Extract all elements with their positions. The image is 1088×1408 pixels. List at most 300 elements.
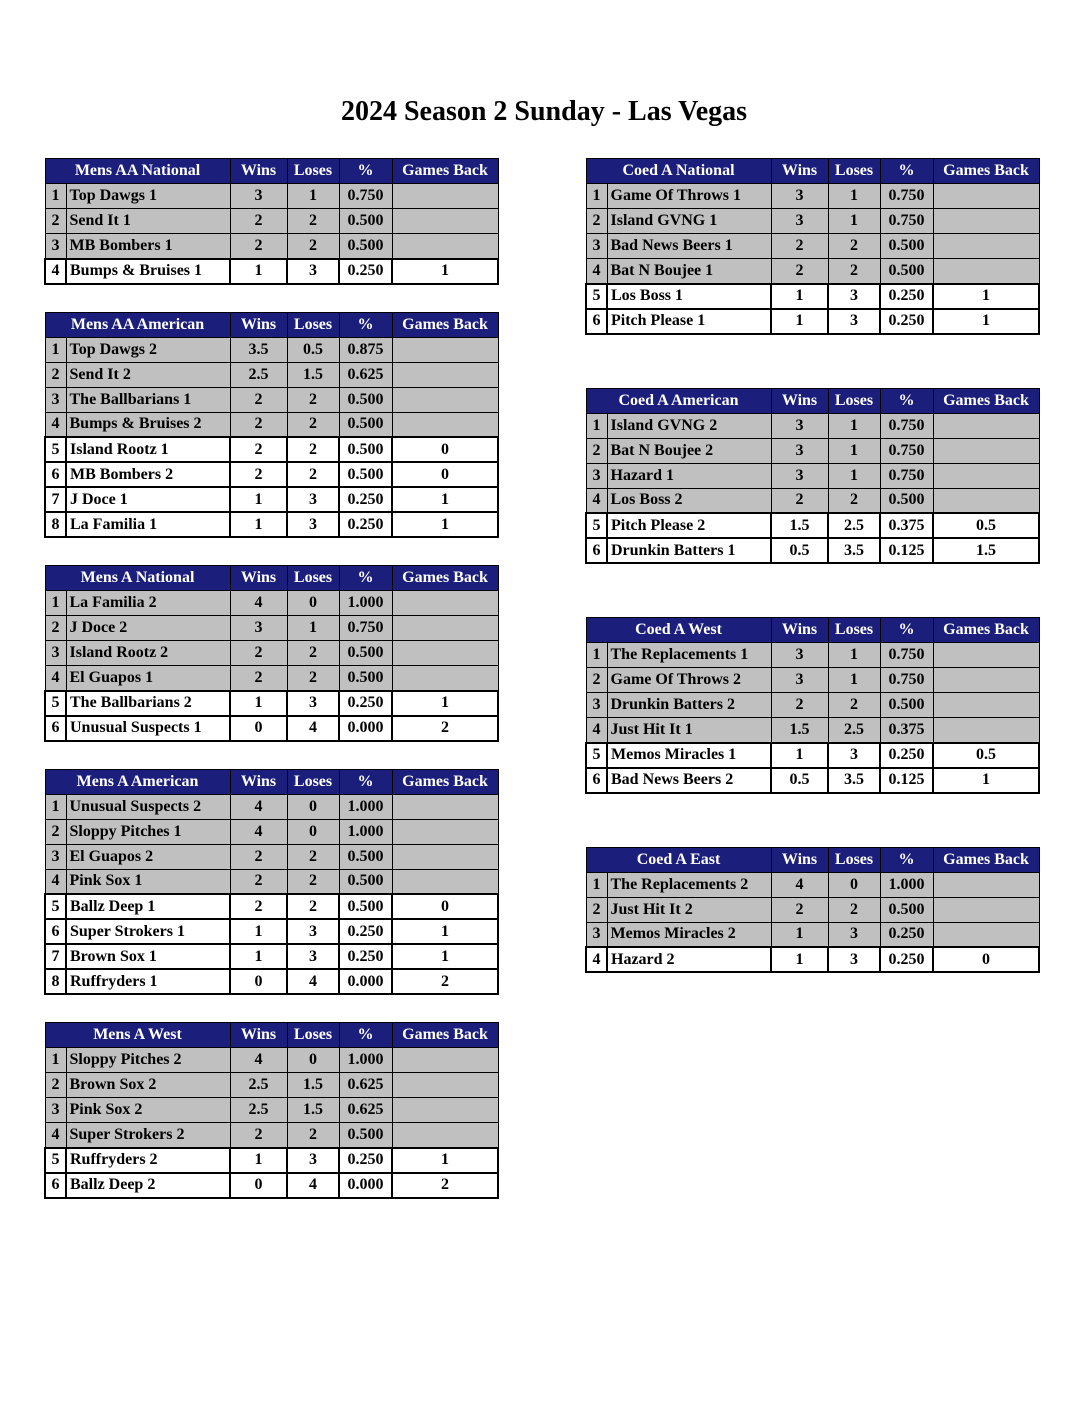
loses-header: Loses bbox=[287, 312, 339, 337]
pct-cell: 0.250 bbox=[880, 284, 933, 309]
rank-cell: 2 bbox=[45, 362, 66, 387]
games-back-cell: 0 bbox=[933, 947, 1039, 972]
pct-cell: 0.750 bbox=[880, 438, 933, 463]
loses-cell: 0 bbox=[287, 794, 339, 819]
rank-cell: 4 bbox=[45, 666, 66, 691]
team-name-cell: Bat N Boujee 2 bbox=[607, 438, 771, 463]
loses-cell: 1 bbox=[287, 616, 339, 641]
standings-row bbox=[586, 309, 1039, 334]
games-back-cell bbox=[933, 897, 1039, 922]
rank-cell: 4 bbox=[586, 259, 607, 284]
games-back-cell bbox=[392, 794, 498, 819]
rank-cell: 2 bbox=[45, 616, 66, 641]
standings-row bbox=[45, 184, 498, 209]
pct-cell: 0.500 bbox=[339, 387, 392, 412]
header-row bbox=[45, 312, 498, 337]
games-back-header: Games Back bbox=[392, 159, 498, 184]
wins-cell: 1 bbox=[230, 512, 287, 537]
standings-table-mens-a-west bbox=[44, 1022, 499, 1199]
games-back-cell bbox=[933, 488, 1039, 513]
games-back-cell: 1 bbox=[392, 944, 498, 969]
rank-cell: 6 bbox=[45, 716, 66, 741]
rank-cell: 2 bbox=[45, 1073, 66, 1098]
wins-cell: 2 bbox=[230, 412, 287, 437]
rank-cell: 4 bbox=[45, 259, 66, 284]
pct-cell: 0.000 bbox=[339, 1173, 392, 1198]
pct-cell: 0.750 bbox=[880, 209, 933, 234]
standings-row bbox=[45, 616, 498, 641]
team-name-cell: El Guapos 2 bbox=[66, 844, 230, 869]
standings-row bbox=[45, 1048, 498, 1073]
pct-cell: 0.250 bbox=[339, 512, 392, 537]
pct-cell: 0.500 bbox=[339, 209, 392, 234]
pct-header: % bbox=[339, 312, 392, 337]
wins-cell: 2.5 bbox=[230, 1098, 287, 1123]
standings-row bbox=[586, 668, 1039, 693]
loses-cell: 2 bbox=[828, 693, 880, 718]
loses-header: Loses bbox=[287, 159, 339, 184]
games-back-cell: 1 bbox=[392, 1148, 498, 1173]
loses-cell: 0 bbox=[287, 591, 339, 616]
team-name-cell: Drunkin Batters 1 bbox=[607, 538, 771, 563]
pct-cell: 0.500 bbox=[880, 897, 933, 922]
team-name-cell: Bad News Beers 2 bbox=[607, 768, 771, 793]
loses-header: Loses bbox=[828, 618, 880, 643]
standings-row bbox=[586, 284, 1039, 309]
games-back-cell: 1 bbox=[933, 768, 1039, 793]
pct-cell: 0.250 bbox=[339, 944, 392, 969]
pct-header: % bbox=[880, 847, 933, 872]
wins-cell: 3.5 bbox=[230, 337, 287, 362]
games-back-cell bbox=[392, 337, 498, 362]
division-title: Mens AA American bbox=[45, 312, 230, 337]
standings-row bbox=[45, 969, 498, 994]
pct-cell: 0.750 bbox=[339, 184, 392, 209]
games-back-cell bbox=[392, 234, 498, 259]
team-name-cell: Game Of Throws 1 bbox=[607, 184, 771, 209]
pct-cell: 0.250 bbox=[880, 947, 933, 972]
rank-cell: 6 bbox=[586, 538, 607, 563]
team-name-cell: Bumps & Bruises 1 bbox=[66, 259, 230, 284]
loses-header: Loses bbox=[828, 388, 880, 413]
pct-cell: 0.750 bbox=[880, 184, 933, 209]
games-back-cell bbox=[392, 591, 498, 616]
wins-cell: 2 bbox=[771, 897, 828, 922]
rank-cell: 1 bbox=[45, 1048, 66, 1073]
standings-row bbox=[586, 872, 1039, 897]
games-back-cell bbox=[933, 438, 1039, 463]
games-back-cell bbox=[933, 184, 1039, 209]
pct-header: % bbox=[339, 566, 392, 591]
loses-cell: 2 bbox=[287, 869, 339, 894]
games-back-cell bbox=[933, 234, 1039, 259]
loses-header: Loses bbox=[287, 1023, 339, 1048]
wins-cell: 0 bbox=[230, 969, 287, 994]
loses-cell: 2 bbox=[828, 488, 880, 513]
wins-cell: 3 bbox=[771, 438, 828, 463]
rank-cell: 3 bbox=[586, 922, 607, 947]
loses-cell: 3 bbox=[287, 944, 339, 969]
pct-cell: 0.000 bbox=[339, 716, 392, 741]
division-title: Mens AA National bbox=[45, 159, 230, 184]
games-back-cell bbox=[933, 259, 1039, 284]
rank-cell: 6 bbox=[586, 768, 607, 793]
rank-cell: 1 bbox=[45, 184, 66, 209]
games-back-cell bbox=[392, 412, 498, 437]
standings-row bbox=[586, 259, 1039, 284]
standings-row bbox=[45, 462, 498, 487]
loses-cell: 2 bbox=[287, 387, 339, 412]
standings-row bbox=[586, 413, 1039, 438]
wins-header: Wins bbox=[771, 159, 828, 184]
standings-row bbox=[586, 488, 1039, 513]
wins-cell: 2 bbox=[771, 234, 828, 259]
standings-row bbox=[45, 919, 498, 944]
division-title: Coed A West bbox=[586, 618, 771, 643]
games-back-header: Games Back bbox=[933, 618, 1039, 643]
wins-cell: 3 bbox=[771, 184, 828, 209]
games-back-cell bbox=[933, 872, 1039, 897]
rank-cell: 3 bbox=[586, 463, 607, 488]
games-back-cell: 2 bbox=[392, 1173, 498, 1198]
games-back-header: Games Back bbox=[933, 388, 1039, 413]
pct-cell: 0.500 bbox=[339, 1123, 392, 1148]
loses-cell: 4 bbox=[287, 1173, 339, 1198]
rank-cell: 1 bbox=[45, 337, 66, 362]
pct-cell: 0.500 bbox=[339, 894, 392, 919]
pct-cell: 0.500 bbox=[339, 641, 392, 666]
games-back-cell bbox=[392, 209, 498, 234]
loses-cell: 1 bbox=[828, 668, 880, 693]
rank-cell: 5 bbox=[586, 513, 607, 538]
header-row bbox=[586, 159, 1039, 184]
standings-row bbox=[45, 1173, 498, 1198]
games-back-cell bbox=[392, 641, 498, 666]
wins-cell: 2.5 bbox=[230, 362, 287, 387]
wins-header: Wins bbox=[771, 847, 828, 872]
standings-row bbox=[45, 1148, 498, 1173]
wins-cell: 3 bbox=[771, 463, 828, 488]
team-name-cell: Brown Sox 2 bbox=[66, 1073, 230, 1098]
games-back-cell bbox=[392, 666, 498, 691]
team-name-cell: MB Bombers 2 bbox=[66, 462, 230, 487]
team-name-cell: The Replacements 2 bbox=[607, 872, 771, 897]
pct-cell: 0.250 bbox=[339, 487, 392, 512]
wins-cell: 2 bbox=[230, 869, 287, 894]
loses-cell: 2 bbox=[287, 462, 339, 487]
games-back-cell: 0.5 bbox=[933, 513, 1039, 538]
standings-row bbox=[586, 184, 1039, 209]
rank-cell: 5 bbox=[45, 691, 66, 716]
rank-cell: 1 bbox=[45, 591, 66, 616]
standings-row bbox=[586, 743, 1039, 768]
standings-row bbox=[45, 337, 498, 362]
loses-cell: 3.5 bbox=[828, 538, 880, 563]
loses-cell: 0 bbox=[287, 819, 339, 844]
loses-cell: 1 bbox=[828, 643, 880, 668]
rank-cell: 1 bbox=[45, 794, 66, 819]
standings-row bbox=[45, 512, 498, 537]
pct-cell: 1.000 bbox=[339, 1048, 392, 1073]
standings-row bbox=[45, 591, 498, 616]
loses-cell: 1 bbox=[828, 463, 880, 488]
division-title: Mens A National bbox=[45, 566, 230, 591]
wins-cell: 3 bbox=[771, 209, 828, 234]
pct-cell: 0.875 bbox=[339, 337, 392, 362]
wins-cell: 3 bbox=[771, 643, 828, 668]
loses-header: Loses bbox=[287, 769, 339, 794]
games-back-cell bbox=[392, 1048, 498, 1073]
loses-cell: 3 bbox=[287, 919, 339, 944]
loses-cell: 3 bbox=[828, 309, 880, 334]
pct-cell: 0.625 bbox=[339, 362, 392, 387]
games-back-cell bbox=[392, 1073, 498, 1098]
team-name-cell: Hazard 1 bbox=[607, 463, 771, 488]
header-row bbox=[45, 1023, 498, 1048]
standings-column-right bbox=[585, 158, 1038, 1026]
standings-row bbox=[586, 718, 1039, 743]
team-name-cell: Bumps & Bruises 2 bbox=[66, 412, 230, 437]
pct-cell: 0.000 bbox=[339, 969, 392, 994]
games-back-header: Games Back bbox=[392, 312, 498, 337]
standings-row bbox=[586, 947, 1039, 972]
standings-table-coed-a-east bbox=[585, 847, 1040, 974]
team-name-cell: Send It 1 bbox=[66, 209, 230, 234]
header-row bbox=[586, 847, 1039, 872]
wins-cell: 1 bbox=[771, 947, 828, 972]
rank-cell: 2 bbox=[586, 209, 607, 234]
pct-cell: 0.625 bbox=[339, 1073, 392, 1098]
loses-cell: 1 bbox=[828, 413, 880, 438]
games-back-cell: 0 bbox=[392, 437, 498, 462]
loses-cell: 3 bbox=[287, 487, 339, 512]
loses-cell: 2 bbox=[287, 641, 339, 666]
rank-cell: 1 bbox=[586, 872, 607, 897]
games-back-cell bbox=[392, 616, 498, 641]
team-name-cell: Super Strokers 2 bbox=[66, 1123, 230, 1148]
team-name-cell: Pitch Please 2 bbox=[607, 513, 771, 538]
standings-row bbox=[45, 362, 498, 387]
header-row bbox=[45, 566, 498, 591]
loses-cell: 1.5 bbox=[287, 362, 339, 387]
rank-cell: 2 bbox=[45, 819, 66, 844]
rank-cell: 2 bbox=[586, 668, 607, 693]
rank-cell: 8 bbox=[45, 512, 66, 537]
team-name-cell: La Familia 1 bbox=[66, 512, 230, 537]
team-name-cell: Island GVNG 2 bbox=[607, 413, 771, 438]
rank-cell: 3 bbox=[586, 693, 607, 718]
games-back-cell bbox=[392, 387, 498, 412]
pct-cell: 1.000 bbox=[339, 591, 392, 616]
rank-cell: 5 bbox=[45, 437, 66, 462]
loses-cell: 3 bbox=[287, 259, 339, 284]
team-name-cell: Unusual Suspects 2 bbox=[66, 794, 230, 819]
team-name-cell: Just Hit It 1 bbox=[607, 718, 771, 743]
games-back-cell bbox=[933, 668, 1039, 693]
standings-row bbox=[45, 894, 498, 919]
wins-cell: 2 bbox=[771, 259, 828, 284]
loses-cell: 3 bbox=[828, 743, 880, 768]
games-back-cell bbox=[392, 819, 498, 844]
wins-cell: 1 bbox=[230, 1148, 287, 1173]
pct-cell: 0.375 bbox=[880, 718, 933, 743]
rank-cell: 2 bbox=[586, 438, 607, 463]
standings-row bbox=[586, 209, 1039, 234]
pct-cell: 0.125 bbox=[880, 538, 933, 563]
games-back-header: Games Back bbox=[392, 1023, 498, 1048]
loses-cell: 2 bbox=[287, 844, 339, 869]
games-back-cell: 0.5 bbox=[933, 743, 1039, 768]
rank-cell: 4 bbox=[45, 412, 66, 437]
standings-row bbox=[45, 259, 498, 284]
standings-row bbox=[586, 234, 1039, 259]
rank-cell: 5 bbox=[586, 284, 607, 309]
pct-cell: 0.625 bbox=[339, 1098, 392, 1123]
team-name-cell: Pitch Please 1 bbox=[607, 309, 771, 334]
loses-cell: 2 bbox=[828, 897, 880, 922]
wins-cell: 1 bbox=[771, 309, 828, 334]
rank-cell: 3 bbox=[45, 844, 66, 869]
wins-cell: 0.5 bbox=[771, 768, 828, 793]
games-back-header: Games Back bbox=[933, 159, 1039, 184]
pct-cell: 0.500 bbox=[339, 234, 392, 259]
standings-row bbox=[45, 666, 498, 691]
rank-cell: 2 bbox=[586, 897, 607, 922]
standings-column-left bbox=[44, 158, 497, 1226]
games-back-cell bbox=[933, 413, 1039, 438]
wins-cell: 3 bbox=[771, 413, 828, 438]
loses-cell: 0 bbox=[287, 1048, 339, 1073]
wins-cell: 4 bbox=[230, 1048, 287, 1073]
pct-cell: 0.250 bbox=[339, 259, 392, 284]
loses-cell: 0.5 bbox=[287, 337, 339, 362]
rank-cell: 5 bbox=[45, 1148, 66, 1173]
wins-header: Wins bbox=[230, 769, 287, 794]
games-back-cell bbox=[933, 718, 1039, 743]
pct-cell: 0.250 bbox=[880, 309, 933, 334]
loses-cell: 3 bbox=[287, 1148, 339, 1173]
wins-header: Wins bbox=[771, 618, 828, 643]
standings-row bbox=[45, 819, 498, 844]
team-name-cell: Hazard 2 bbox=[607, 947, 771, 972]
wins-cell: 1 bbox=[230, 487, 287, 512]
wins-cell: 1.5 bbox=[771, 718, 828, 743]
games-back-cell: 1 bbox=[392, 512, 498, 537]
division-title: Coed A East bbox=[586, 847, 771, 872]
standings-row bbox=[586, 897, 1039, 922]
pct-cell: 0.375 bbox=[880, 513, 933, 538]
team-name-cell: Brown Sox 1 bbox=[66, 944, 230, 969]
pct-cell: 0.750 bbox=[880, 413, 933, 438]
games-back-cell bbox=[392, 1098, 498, 1123]
standings-row bbox=[586, 643, 1039, 668]
rank-cell: 3 bbox=[586, 234, 607, 259]
rank-cell: 1 bbox=[586, 643, 607, 668]
loses-cell: 3 bbox=[828, 284, 880, 309]
wins-cell: 3 bbox=[230, 184, 287, 209]
header-row bbox=[586, 618, 1039, 643]
pct-header: % bbox=[339, 159, 392, 184]
rank-cell: 1 bbox=[586, 184, 607, 209]
loses-cell: 4 bbox=[287, 969, 339, 994]
games-back-cell bbox=[392, 844, 498, 869]
rank-cell: 6 bbox=[45, 919, 66, 944]
team-name-cell: MB Bombers 1 bbox=[66, 234, 230, 259]
wins-cell: 1 bbox=[230, 259, 287, 284]
pct-cell: 1.000 bbox=[880, 872, 933, 897]
loses-cell: 2.5 bbox=[828, 718, 880, 743]
pct-cell: 0.500 bbox=[880, 259, 933, 284]
pct-cell: 0.250 bbox=[880, 743, 933, 768]
loses-cell: 4 bbox=[287, 716, 339, 741]
standings-table-mens-a-national bbox=[44, 565, 499, 742]
pct-header: % bbox=[880, 618, 933, 643]
standings-row bbox=[45, 844, 498, 869]
standings-table-coed-a-american bbox=[585, 388, 1040, 565]
wins-cell: 1.5 bbox=[771, 513, 828, 538]
standings-row bbox=[45, 1073, 498, 1098]
games-back-cell: 1 bbox=[392, 919, 498, 944]
team-name-cell: La Familia 2 bbox=[66, 591, 230, 616]
rank-cell: 5 bbox=[45, 894, 66, 919]
wins-cell: 2 bbox=[771, 693, 828, 718]
games-back-cell bbox=[933, 643, 1039, 668]
pct-cell: 0.750 bbox=[880, 643, 933, 668]
wins-cell: 1 bbox=[230, 691, 287, 716]
rank-cell: 6 bbox=[586, 309, 607, 334]
standings-row bbox=[586, 693, 1039, 718]
wins-cell: 4 bbox=[230, 794, 287, 819]
wins-cell: 2 bbox=[230, 462, 287, 487]
games-back-cell bbox=[933, 922, 1039, 947]
team-name-cell: Sloppy Pitches 2 bbox=[66, 1048, 230, 1073]
loses-cell: 1 bbox=[828, 184, 880, 209]
games-back-cell: 1.5 bbox=[933, 538, 1039, 563]
standings-row bbox=[45, 412, 498, 437]
wins-cell: 0 bbox=[230, 1173, 287, 1198]
wins-cell: 1 bbox=[771, 284, 828, 309]
team-name-cell: Ballz Deep 2 bbox=[66, 1173, 230, 1198]
loses-cell: 2 bbox=[828, 259, 880, 284]
pct-cell: 0.500 bbox=[339, 844, 392, 869]
pct-cell: 0.750 bbox=[880, 668, 933, 693]
games-back-cell bbox=[392, 362, 498, 387]
rank-cell: 3 bbox=[45, 641, 66, 666]
wins-cell: 2 bbox=[230, 234, 287, 259]
team-name-cell: Ruffryders 2 bbox=[66, 1148, 230, 1173]
wins-cell: 0 bbox=[230, 716, 287, 741]
wins-cell: 4 bbox=[771, 872, 828, 897]
games-back-header: Games Back bbox=[392, 769, 498, 794]
games-back-cell bbox=[392, 869, 498, 894]
games-back-cell bbox=[933, 463, 1039, 488]
standings-row bbox=[45, 716, 498, 741]
pct-header: % bbox=[880, 159, 933, 184]
standings-row bbox=[45, 794, 498, 819]
team-name-cell: Just Hit It 2 bbox=[607, 897, 771, 922]
pct-cell: 0.250 bbox=[880, 922, 933, 947]
standings-row bbox=[45, 437, 498, 462]
team-name-cell: Bat N Boujee 1 bbox=[607, 259, 771, 284]
pct-header: % bbox=[339, 769, 392, 794]
games-back-cell: 0 bbox=[392, 894, 498, 919]
games-back-cell: 1 bbox=[392, 259, 498, 284]
wins-cell: 2 bbox=[771, 488, 828, 513]
loses-cell: 2 bbox=[287, 1123, 339, 1148]
wins-cell: 2.5 bbox=[230, 1073, 287, 1098]
rank-cell: 7 bbox=[45, 944, 66, 969]
games-back-cell bbox=[933, 693, 1039, 718]
